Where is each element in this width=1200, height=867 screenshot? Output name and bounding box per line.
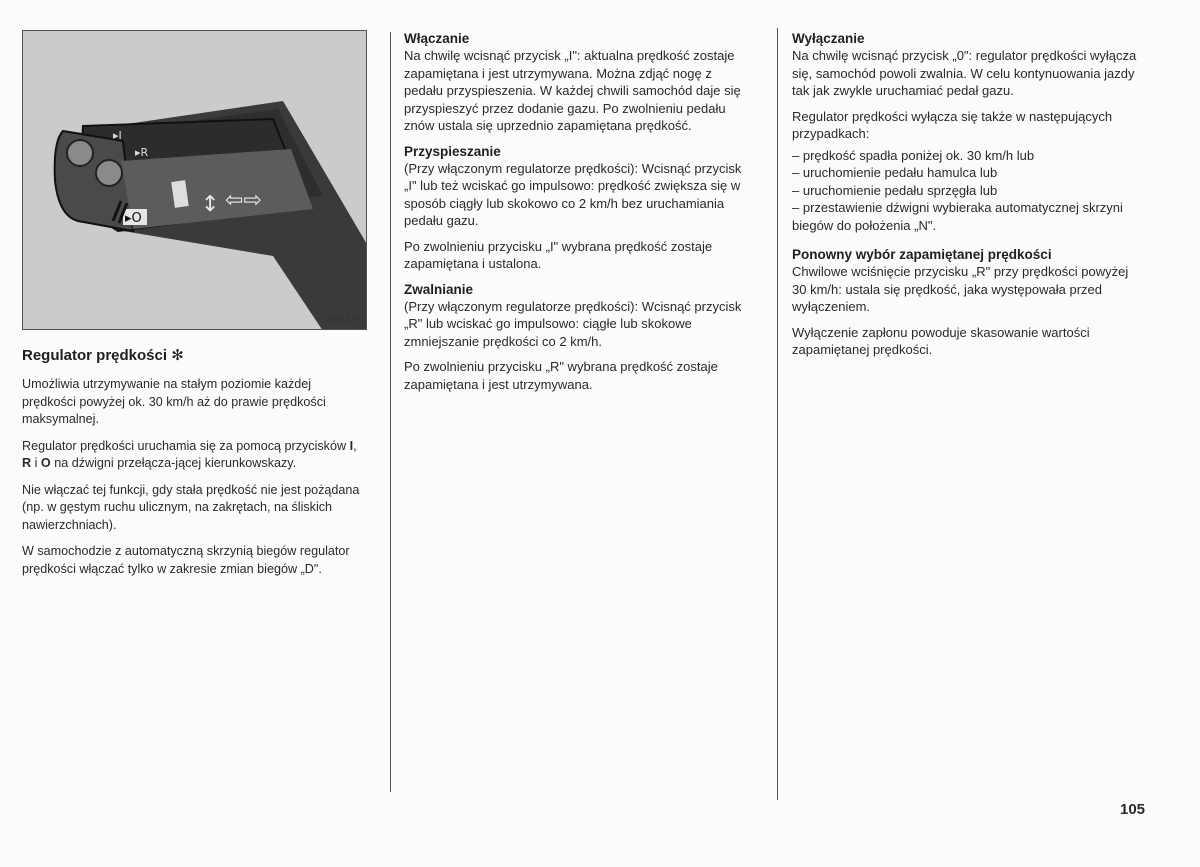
col1-paragraph-1: Umożliwia utrzymywanie na stałym poziomie każdej prędkości powyżej ok. 30 km/h aż do prawie prędkości maksymalnej.: [22, 377, 326, 426]
deactivation-list: [792, 147, 1142, 235]
heading-przyspieszanie: Przyspieszanie: [404, 143, 501, 159]
lever-drawing: [23, 31, 367, 330]
col1-paragraph-4: W samochodzie z automatyczną skrzynią biegów regulator prędkości włączać tylko w zakresie zmian biegów „D".: [22, 544, 350, 576]
heading-zwalnianie: Zwalnianie: [404, 281, 474, 297]
column-divider-1: [390, 32, 391, 792]
col3-paragraph-2: Regulator prędkości wyłącza się także w następujących przypadkach:: [792, 108, 1113, 141]
svg-text:▸I: ▸I: [113, 129, 122, 142]
lever-arrows-leftright: ⇦⇨: [225, 188, 262, 213]
lever-illustration: [22, 30, 367, 330]
list-item: – przestawienie dźwigni wybieraka automatycznej skrzyni biegów do położenia „N".: [792, 200, 1123, 233]
col2-paragraph-2: (Przy włączonym regulatorze prędkości): Wcisnąć przycisk „I" lub też wciskać go impulsowo: prędkość zwiększa się w sposób ciągły lub skokowo co 2 km/h bez uruchamiania pedału gazu.: [404, 160, 742, 228]
list-item: – prędkość spadła poniżej ok. 30 km/h lub: [792, 147, 1035, 163]
lever-arrow-updown: ↕: [201, 192, 220, 217]
col3-paragraph-1: Na chwilę wcisnąć przycisk „0": regulator prędkości wyłącza się, samochód powoli zwalnia. W celu kontynuowania jazdy tak jak zwykle uruchamiać pedał gazu.: [792, 48, 1137, 98]
list-item: – uruchomienie pedału hamulca lub: [792, 165, 998, 180]
svg-text:▸R: ▸R: [135, 146, 149, 159]
column-1: [22, 30, 367, 587]
col2-paragraph-1: Na chwilę wcisnąć przycisk „I": aktualna prędkość zostaje zapamiętana i jest utrzymywana. Można zdjąć nogę z pedału przyspieszenia. W każdej chwili samochód daje się przyspieszyć przez dodanie gazu. Po zwolnieniu pedału znów ustala się uprzednio zapamiętana prędkość.: [404, 48, 741, 133]
column-3: [792, 30, 1142, 367]
list-item: – uruchomienie pedału sprzęgła lub: [792, 182, 998, 198]
column-divider-2: [777, 28, 778, 800]
section-title: [22, 346, 367, 364]
heading-wlaczanie: Włączanie: [404, 31, 470, 46]
col1-paragraph-2: Regulator prędkości uruchamia się za pomocą przycisków I, R i O na dźwigni przełącza-jącej kierunkowskazy.: [22, 438, 357, 470]
col2-paragraph-3: Po zwolnieniu przycisku „I" wybrana prędkość zostaje zapamiętana i ustalona.: [404, 238, 713, 271]
heading-ponowny-wybor: Ponowny wybór zapamiętanej prędkości: [792, 247, 1052, 262]
col3-paragraph-3: Chwilowe wciśnięcie przycisku „R" przy prędkości powyżej 30 km/h: ustala się prędkość, jaka występowała przed wyłączeniem.: [792, 264, 1129, 314]
lever-o-label: ▸O: [125, 211, 142, 226]
figure-code: 4523 V: [328, 314, 360, 325]
column-2: [404, 30, 754, 401]
heading-wylaczanie: Wyłączanie: [792, 31, 865, 46]
col2-paragraph-5: Po zwolnieniu przycisku „R" wybrana prędkość zostaje zapamiętana i jest utrzymywana.: [404, 359, 718, 392]
section-title-text: Regulator prędkości: [22, 347, 168, 364]
col2-paragraph-4: (Przy włączonym regulatorze prędkości): Wcisnąć przycisk „R" lub wciskać go impulsowo: ciągłe lub skokowe zmniejszanie prędkości co 2 km/h.: [404, 298, 742, 349]
page-number: 105: [1120, 801, 1146, 818]
col1-paragraph-3: Nie włączać tej funkcji, gdy stała prędkość nie jest pożądana (np. w gęstym ruchu ulicznym, na zakrętach, na śliskich nawierzchniach).: [22, 482, 360, 532]
col3-paragraph-4: Wyłączenie zapłonu powoduje skasowanie wartości zapamiętanej prędkości.: [792, 324, 1090, 357]
star-symbol-icon: ✻: [171, 347, 184, 364]
